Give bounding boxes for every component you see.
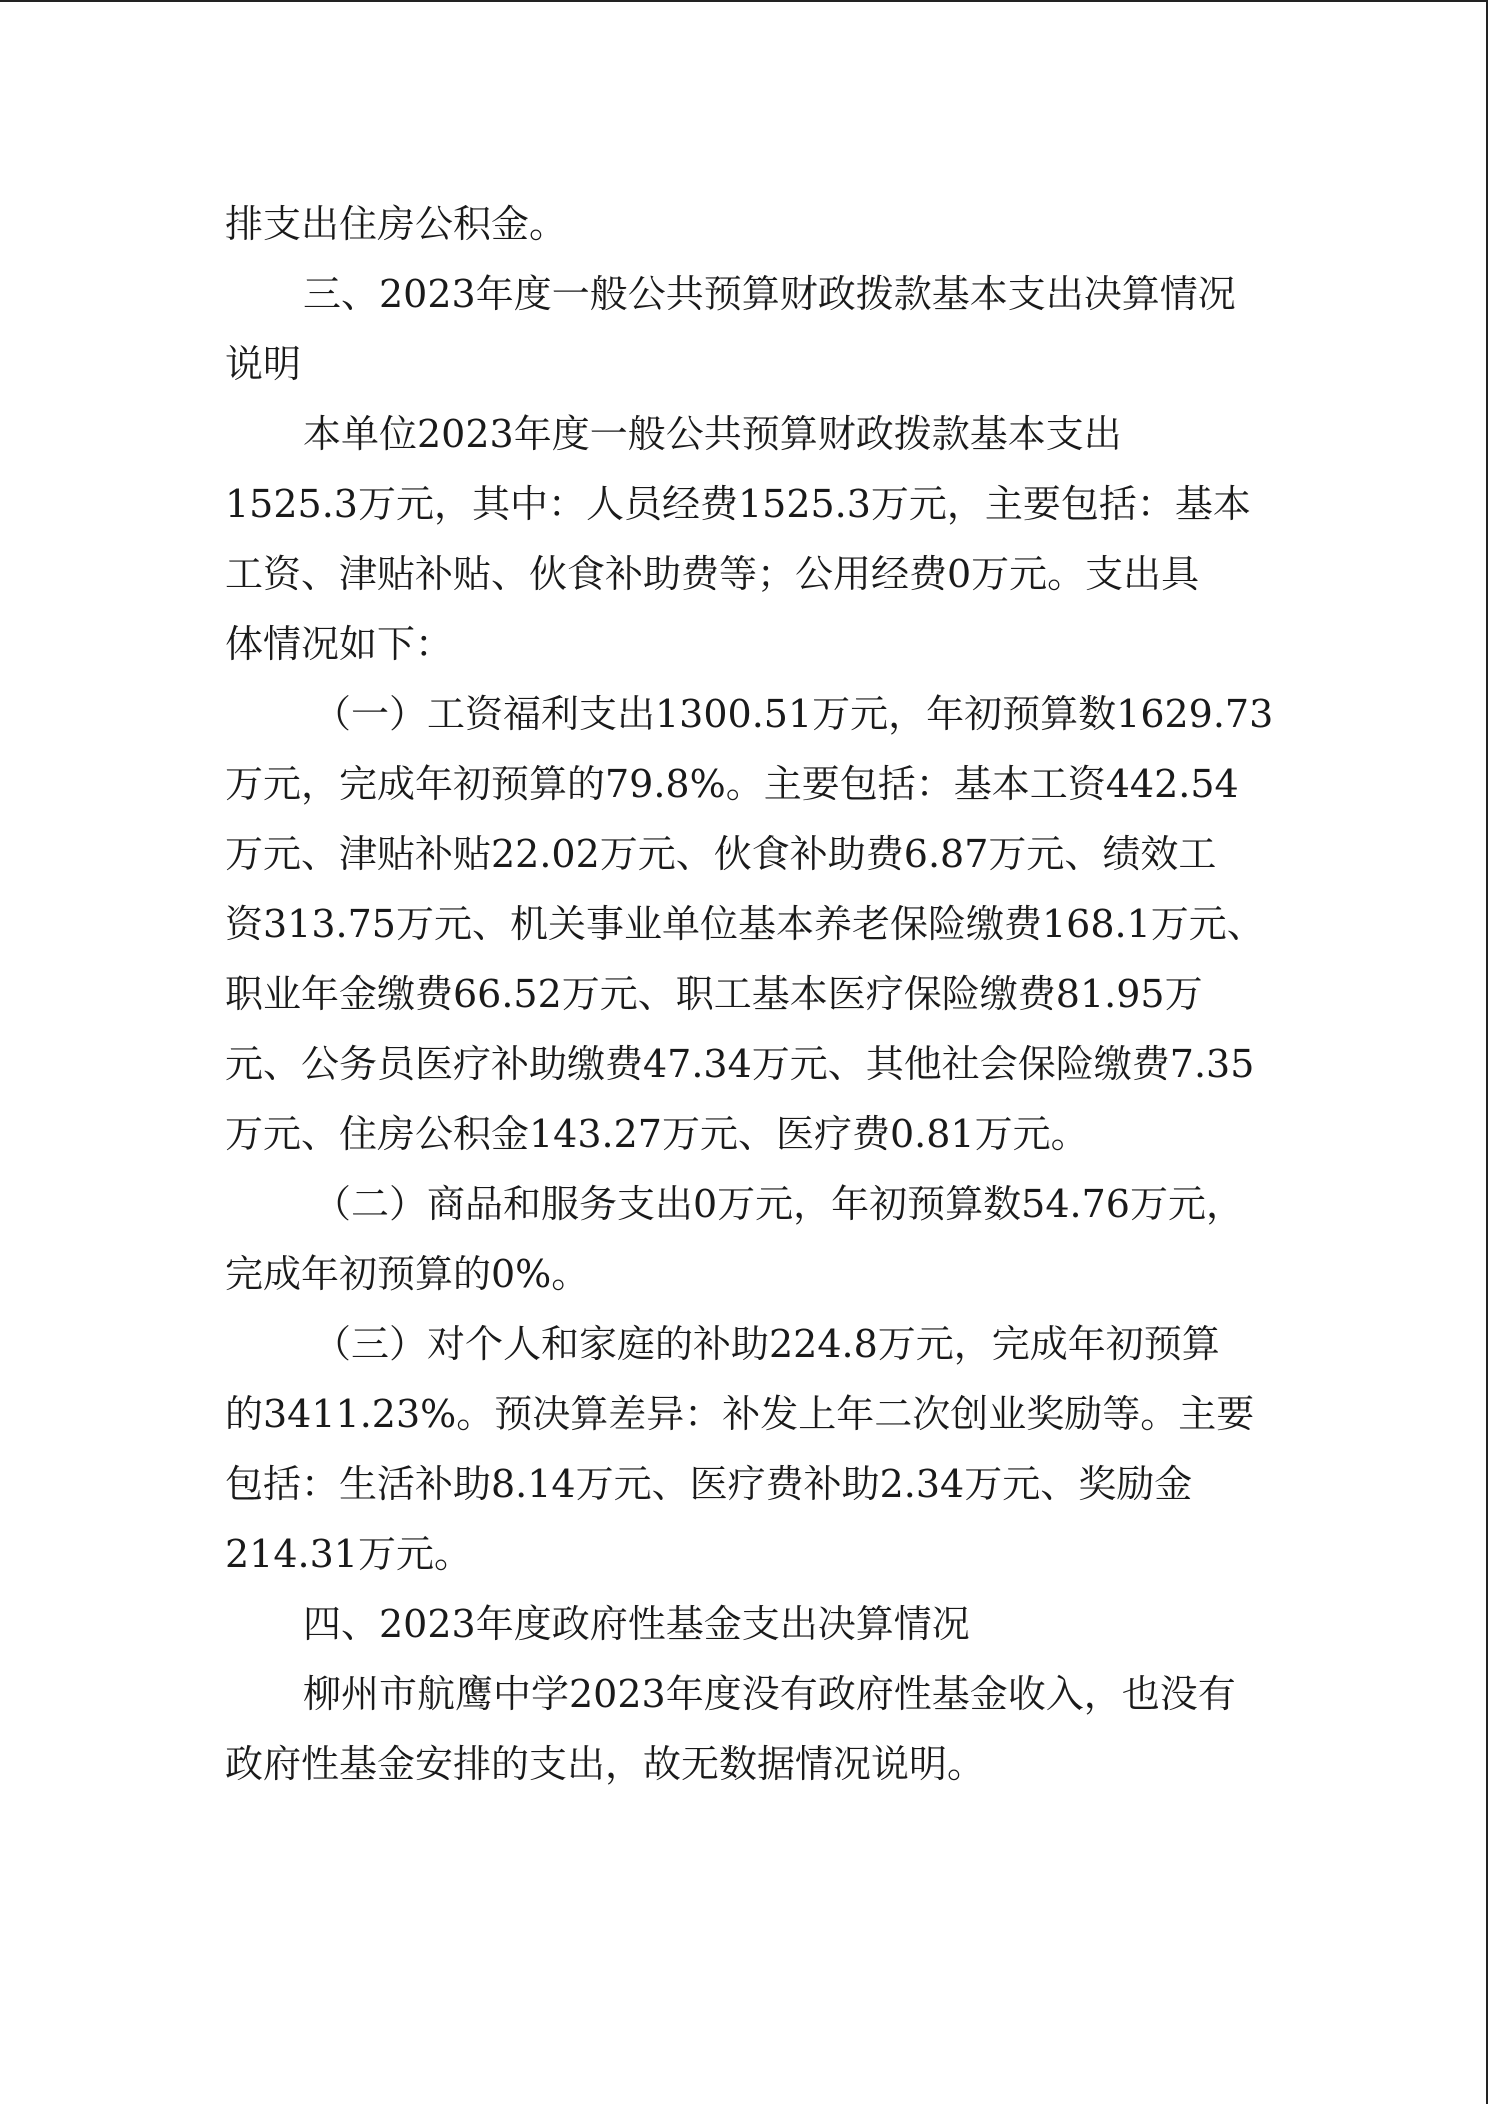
paragraph-line: 的3411.23%。预决算差异：补发上年二次创业奖励等。主要 <box>225 1392 1255 1436</box>
paragraph-line: 资313.75万元、机关事业单位基本养老保险缴费168.1万元、 <box>225 902 1265 946</box>
paragraph-line: 万元、住房公积金143.27万元、医疗费0.81万元。 <box>225 1112 1089 1156</box>
document-body <box>225 189 1274 1799</box>
paragraph-line: 元、公务员医疗补助缴费47.34万元、其他社会保险缴费7.35 <box>225 1042 1255 1086</box>
paragraph-line: 职业年金缴费66.52万元、职工基本医疗保险缴费81.95万 <box>225 972 1203 1016</box>
subsection-1-line: （一）工资福利支出1300.51万元，年初预算数1629.73 <box>313 692 1274 736</box>
paragraph-line: 包括：生活补助8.14万元、医疗费补助2.34万元、奖励金 <box>225 1462 1193 1506</box>
paragraph-line: 本单位2023年度一般公共预算财政拨款基本支出 <box>303 412 1122 456</box>
paragraph-line: 1525.3万元，其中：人员经费1525.3万元，主要包括：基本 <box>225 482 1251 526</box>
section-heading-4: 四、2023年度政府性基金支出决算情况 <box>303 1602 970 1646</box>
paragraph-line: 万元，完成年初预算的79.8%。主要包括：基本工资442.54 <box>225 762 1239 806</box>
paragraph-line: 214.31万元。 <box>225 1532 472 1576</box>
paragraph-line: 柳州市航鹰中学2023年度没有政府性基金收入，也没有 <box>303 1672 1236 1716</box>
paragraph-line: 工资、津贴补贴、伙食补助费等；公用经费0万元。支出具 <box>225 552 1200 596</box>
subsection-3-line: （三）对个人和家庭的补助224.8万元，完成年初预算 <box>313 1322 1220 1366</box>
paragraph-line: 体情况如下： <box>225 622 454 666</box>
section-heading-3: 三、2023年度一般公共预算财政拨款基本支出决算情况 <box>303 272 1236 316</box>
paragraph-line: 完成年初预算的0%。 <box>225 1252 590 1296</box>
paragraph-line: 政府性基金安排的支出，故无数据情况说明。 <box>225 1742 986 1786</box>
text-line-continuation: 排支出住房公积金。 <box>225 202 568 246</box>
section-heading-3-cont: 说明 <box>225 342 302 386</box>
paragraph-line: 万元、津贴补贴22.02万元、伙食补助费6.87万元、绩效工 <box>225 832 1217 876</box>
subsection-2-line: （二）商品和服务支出0万元，年初预算数54.76万元， <box>313 1182 1244 1226</box>
